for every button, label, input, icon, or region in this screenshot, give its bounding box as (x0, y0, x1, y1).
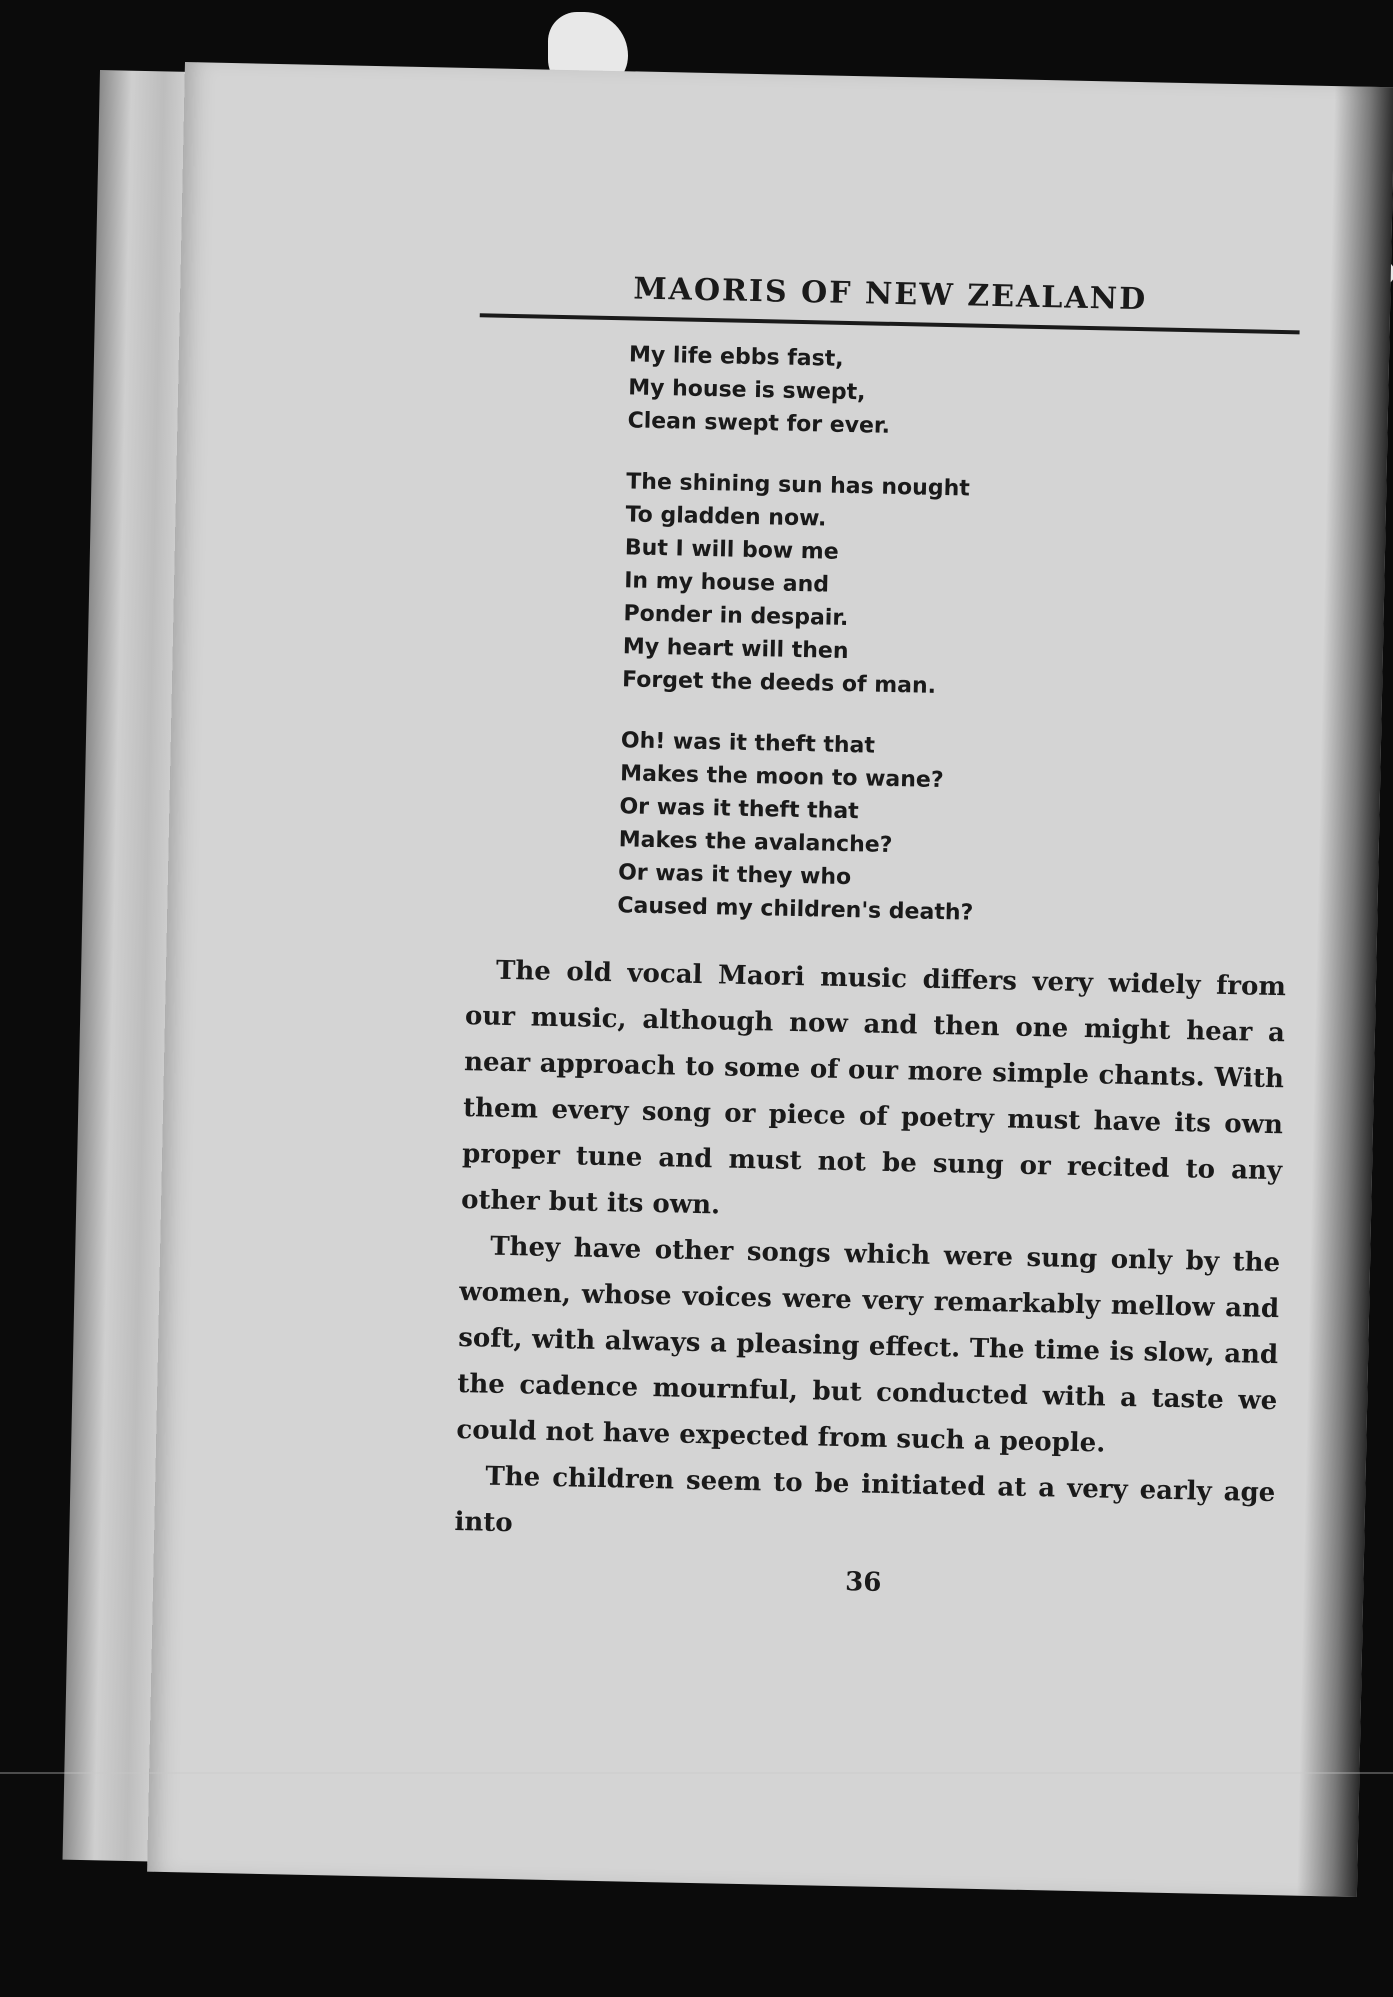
poem-line: The shining sun has nought (626, 469, 971, 502)
prose-body (454, 947, 1286, 1562)
poem (617, 338, 1299, 936)
poem-line: Ponder in despair. (623, 601, 849, 632)
poem-line: My life ebbs fast, (628, 342, 844, 372)
page-number: 36 (844, 1567, 882, 1598)
poem-line: My heart will then (622, 634, 849, 665)
running-head: MAORIS OF NEW ZEALAND (480, 268, 1301, 334)
book-page (147, 62, 1393, 1897)
poem-line: In my house and (623, 568, 830, 598)
poem-line: Forget the deeds of man. (621, 667, 937, 699)
poem-line: To gladden now. (625, 502, 827, 532)
poem-line: Makes the moon to wane? (619, 761, 944, 794)
poem-line: Or was it they who (617, 860, 852, 891)
poem-line: Or was it theft that (619, 794, 859, 825)
paragraph-3: The children seem to be initiated at a very early age into (454, 1461, 1276, 1539)
scan-line (0, 1772, 1393, 1774)
poem-line: My house is swept, (628, 375, 866, 406)
paragraph-1: The old vocal Maori music differs very widely from our music, although now and then one might hear a near approach to some of our more simple chants. With them every song or piece of poetry must have its own proper tune and must not be sung or recited to any other but its own. (460, 955, 1287, 1221)
poem-stanza-2 (622, 465, 1297, 710)
poem-stanza-3 (617, 724, 1291, 936)
spine-shadow (1297, 86, 1393, 1897)
poem-line: Makes the avalanche? (618, 827, 893, 858)
poem-line: Caused my children's death? (617, 893, 974, 926)
poem-line: Oh! was it theft that (620, 728, 876, 759)
poem-line: But I will bow me (624, 535, 839, 565)
poem-line: Clean swept for ever. (627, 408, 891, 439)
poem-stanza-1 (627, 338, 1299, 451)
paragraph-2: They have other songs which were sung only by the women, whose voices were very remarkably mellow and soft, with always a pleasing effect. The time is slow, and the cadence mournful, but conducted with a taste we could not have expected from such a people. (456, 1231, 1281, 1459)
page-content (453, 268, 1300, 1606)
